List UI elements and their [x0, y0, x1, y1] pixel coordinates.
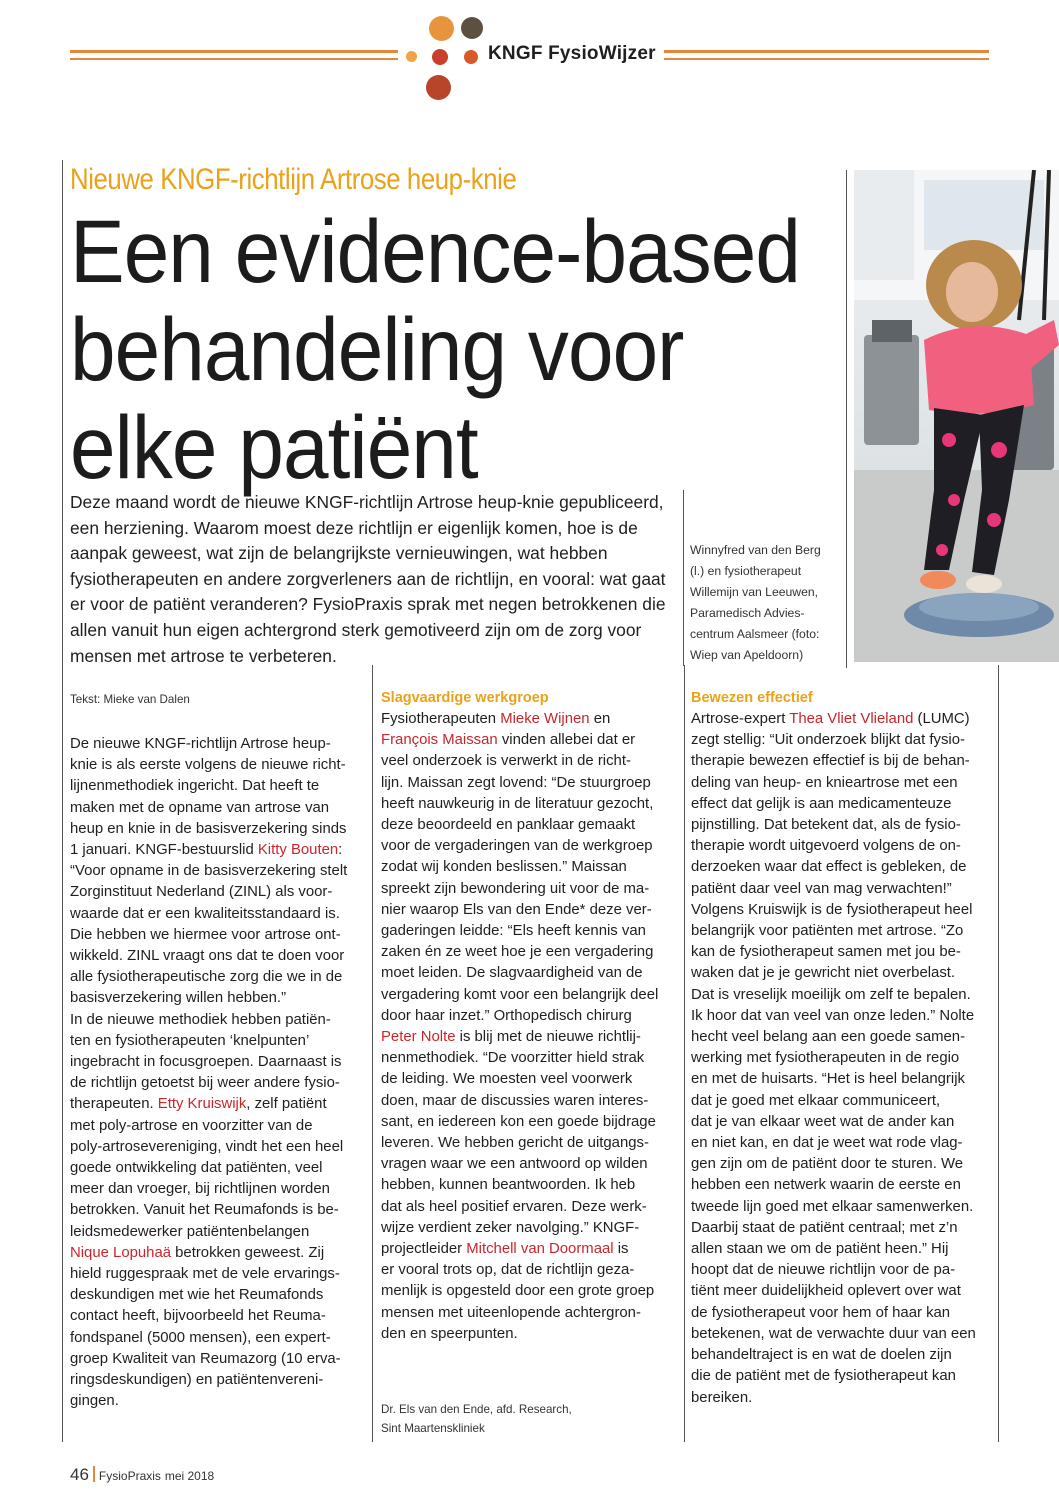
text-run: : — [338, 842, 343, 859]
text-run: doen, maar de discussies waren interes- — [381, 1092, 649, 1109]
article-photo — [854, 170, 1059, 662]
text-line — [70, 861, 365, 882]
text-line — [70, 1052, 365, 1073]
text-line — [70, 1137, 365, 1158]
text-line — [70, 1370, 365, 1391]
body-column-1 — [70, 734, 365, 1413]
lead-line: allen vanuit hun eigen achtergrond sterk gemotiveerd zijn om de zorg voor — [70, 619, 642, 640]
text-run: goede ontwikkeling dat patiënten, veel — [70, 1160, 323, 1177]
left-rule — [62, 160, 63, 1442]
text-run: allen staan we om de patiënt heen.” Hij — [691, 1241, 949, 1258]
person-name: Thea Vliet Vlieland — [789, 711, 914, 727]
header-rule-right-top — [664, 50, 989, 53]
text-run: Volgens Kruiswijk is de fysiotherapeut heel — [691, 901, 973, 918]
person-name: Mitchell van Doormaal — [466, 1241, 614, 1258]
text-line — [691, 1154, 993, 1175]
text-line — [70, 925, 365, 946]
text-run: deling van heup- en knieartrose met een — [691, 774, 958, 791]
text-run: nenmethodiek. “De voorzitter hield strak — [381, 1050, 645, 1067]
magazine-issue: mei 2018 — [164, 1469, 215, 1483]
text-run: deze beoordeeld en panklaar gemaakt — [381, 817, 636, 834]
text-line — [70, 1073, 365, 1094]
col2-footnote — [381, 1400, 572, 1438]
text-run: kan de fysiotherapeut samen met jou be- — [691, 944, 961, 961]
person-name: Kitty Bouten — [257, 842, 339, 859]
page-footer — [70, 1465, 214, 1485]
text-line — [70, 1200, 365, 1221]
text-run: groep Kwaliteit van Reumazorg (10 erva- — [70, 1350, 341, 1367]
text-line — [691, 1260, 993, 1281]
text-run: hebben, kunnen beantwoorden. Ik heb — [381, 1177, 636, 1194]
text-run: voor de vergaderingen van de werkgroep — [381, 838, 653, 855]
text-line — [381, 1197, 679, 1218]
text-run: en met de huisarts. “Het is heel belangrijk — [691, 1071, 965, 1088]
text-line — [691, 730, 993, 751]
text-line — [691, 921, 993, 942]
caption-line: (l.) en fysiotherapeut — [690, 564, 802, 578]
text-run: therapie wordt uitgevoerd volgens de on- — [691, 838, 961, 855]
text-line — [70, 1328, 365, 1349]
text-line — [381, 1133, 679, 1154]
header-rule-left-top — [70, 50, 398, 53]
text-run: knie is als eerste volgens de nieuwe richt- — [70, 757, 346, 774]
text-line — [381, 1112, 679, 1133]
article-kicker: Nieuwe KNGF-richtlijn Artrose heup-knie — [70, 163, 517, 196]
text-line — [381, 879, 679, 900]
text-line — [381, 1154, 679, 1175]
text-line — [691, 942, 993, 963]
text-run: alle fysiotherapeutische zorg die we in de — [70, 969, 343, 986]
text-run: De nieuwe KNGF-richtlijn Artrose heup- — [70, 736, 331, 752]
text-line — [381, 1027, 679, 1048]
text-run: Die hebben we hiermee voor artrose ont- — [70, 926, 341, 943]
text-run: belangrijk voor patiënten met artrose. “Zo — [691, 923, 964, 940]
text-run: Dat is vreselijk moeilijk om zelf te bepalen. — [691, 986, 971, 1003]
text-run: met poly-artrose en voorzitter van de — [70, 1117, 313, 1134]
text-line — [691, 1006, 993, 1027]
text-line — [70, 819, 365, 840]
text-run: bereiken. — [691, 1389, 753, 1406]
text-run: zegt stellig: “Uit onderzoek blijkt dat fysio- — [691, 732, 965, 749]
text-run: is blij met de nieuwe richtlij- — [455, 1029, 641, 1046]
text-run: moet leiden. De slagvaardigheid van de — [381, 965, 643, 982]
text-run: contact heeft, bijvoorbeeld het Reuma- — [70, 1308, 326, 1325]
text-line — [381, 985, 679, 1006]
text-run: nier waarop Els van den Ende* deze ver- — [381, 901, 652, 918]
text-run: hebben een netwerk waarin de eerste en — [691, 1177, 961, 1194]
text-run: zaken én ze weet hoe je een vergadering — [381, 944, 654, 961]
text-run: betekenen, wat de verwachte duur van een — [691, 1325, 976, 1342]
text-line — [381, 1175, 679, 1196]
text-line — [691, 1027, 993, 1048]
text-line — [70, 1010, 365, 1031]
text-run: waken dat je je gewricht niet overbelast. — [691, 965, 956, 982]
magazine-name: FysioPraxis — [98, 1469, 161, 1483]
text-run: Daarbij staat de patiënt centraal; met z’n — [691, 1219, 958, 1236]
lead-line: Deze maand wordt de nieuwe KNGF-richtlijn Artrose heup-knie gepubliceerd, — [70, 492, 664, 512]
article-headline — [70, 201, 801, 497]
text-run: tweede lijn goed met elkaar samenwerken. — [691, 1198, 974, 1215]
text-run: fondspanel (5000 mensen), een expert- — [70, 1329, 331, 1346]
person-name: Mieke Wijnen — [500, 711, 590, 727]
text-line — [691, 1324, 993, 1345]
text-run: betrokken. Vanuit het Reumafonds is be- — [70, 1202, 339, 1219]
text-line — [691, 963, 993, 984]
photo-caption — [690, 540, 850, 666]
text-line — [381, 1324, 679, 1345]
text-line — [70, 1349, 365, 1370]
text-line — [70, 1285, 365, 1306]
text-run: de richtlijn getoetst bij weer andere fysio- — [70, 1075, 340, 1092]
text-line — [691, 900, 993, 921]
text-run: ten en fysiotherapeuten ‘knelpunten’ — [70, 1032, 310, 1049]
text-line — [70, 755, 365, 776]
text-run: behandeltraject is en wat de doelen zijn — [691, 1347, 952, 1364]
text-line — [691, 773, 993, 794]
text-line — [381, 1091, 679, 1112]
headline-line: behandeling voor — [70, 299, 684, 399]
text-line — [691, 1112, 993, 1133]
text-line — [381, 794, 679, 815]
text-line — [691, 1218, 993, 1239]
col2-subheading: Slagvaardige werkgroep — [381, 690, 549, 706]
text-line — [691, 751, 993, 772]
person-name: François Maissan — [381, 732, 498, 749]
footnote-line: Dr. Els van den Ende, afd. Research, — [381, 1403, 572, 1416]
text-run: patiënt daar veel van mag verwachten!” — [691, 880, 952, 897]
text-run: werking met fysiotherapeuten in de regio — [691, 1050, 960, 1067]
text-line — [381, 1006, 679, 1027]
text-run: hecht veel belang aan een goede samen- — [691, 1029, 966, 1046]
text-run: dat als heel positief ervaren. Deze werk- — [381, 1198, 647, 1215]
text-run: , zelf patiënt — [246, 1096, 327, 1113]
text-line — [381, 1218, 679, 1239]
text-run: en niet kan, en dat je weet wat rode vlag- — [691, 1135, 963, 1152]
text-run: is — [613, 1241, 629, 1258]
article-lead — [70, 490, 690, 669]
caption-line: Willemijn van Leeuwen, — [690, 585, 819, 599]
text-run: gingen. — [70, 1393, 119, 1410]
col2-left-rule — [372, 665, 373, 1442]
text-run: leidsmedewerker patiëntenbelangen — [70, 1223, 310, 1240]
text-line — [70, 1031, 365, 1052]
lead-line: er voor de patiënt veranderen? FysioPraxis sprak met negen betrokkenen die — [70, 594, 666, 615]
text-line — [691, 1388, 993, 1409]
text-run: pijnstilling. Dat betekent dat, als de fysio- — [691, 817, 961, 834]
page-number: 46 — [70, 1465, 89, 1484]
text-line — [691, 836, 993, 857]
text-run: den en speerpunten. — [381, 1325, 518, 1342]
text-line — [70, 1116, 365, 1137]
text-run: basisverzekering willen hebben.” — [70, 990, 287, 1007]
text-run: veel onderzoek is verwerkt in de richt- — [381, 753, 631, 770]
text-line — [691, 985, 993, 1006]
text-line — [70, 1094, 365, 1115]
text-line — [381, 921, 679, 942]
text-run: vragen waar we een antwoord op wilden — [381, 1156, 648, 1173]
text-line — [691, 1345, 993, 1366]
text-run: maken met de opname van artrose van — [70, 799, 330, 816]
text-run: er vooral trots op, dat de richtlijn geza- — [381, 1262, 635, 1279]
text-run: heup en knie in de basisverzekering sinds — [70, 820, 347, 837]
text-run: wijze verdient zeker navolging.” KNGF- — [381, 1219, 640, 1236]
text-run: meer dan vroeger, bij richtlijnen worden — [70, 1181, 330, 1198]
text-line — [70, 1306, 365, 1327]
caption-line: Paramedisch Advies- — [690, 606, 805, 620]
text-line — [70, 904, 365, 925]
text-run: therapie bewezen effectief is bij de behan- — [691, 753, 970, 770]
text-run: gaderingen leidde: “Els heeft kennis van — [381, 923, 646, 940]
text-line — [70, 1243, 365, 1264]
text-run: vinden allebei dat er — [497, 732, 636, 749]
text-run: lijnenmethodiek ingericht. Dat heeft te — [70, 778, 320, 795]
text-line — [691, 1175, 993, 1196]
text-line — [70, 734, 365, 755]
text-run: betrokken geweest. Zij — [171, 1244, 325, 1261]
text-line — [381, 1303, 679, 1324]
text-line — [70, 1391, 365, 1412]
brand-label: KNGF FysioWijzer — [488, 43, 656, 64]
text-run: hield ruggespraak met de vele ervarings- — [70, 1266, 340, 1283]
text-line — [691, 1133, 993, 1154]
text-run: Fysiotherapeuten — [381, 711, 501, 727]
person-name: Peter Nolte — [381, 1029, 456, 1046]
text-run: en — [589, 711, 611, 727]
text-line — [691, 709, 993, 730]
text-run: hoopt dat de nieuwe richtlijn voor de pa- — [691, 1262, 956, 1279]
text-run: gen zijn om de patiënt door te sturen. We — [691, 1156, 964, 1173]
text-run: deskundigen met wie het Reumafonds — [70, 1287, 324, 1304]
text-run: zodat wij konden beslissen.” Maissan — [381, 859, 627, 876]
lead-line: mensen met artrose te verbeteren. — [70, 645, 337, 666]
text-run: “Voor opname in de basisverzekering stelt — [70, 863, 348, 880]
text-run: lijn. Maissan zegt lovend: “De stuurgroep — [381, 774, 651, 791]
text-line — [381, 1260, 679, 1281]
text-run: (LUMC) — [913, 711, 970, 727]
text-run: waarde dat er een kwaliteitsstandaard is. — [70, 905, 340, 922]
col3-subheading: Bewezen effectief — [691, 690, 813, 706]
photo-illustration — [854, 170, 1059, 662]
text-run: vergadering komt voor een belangrijk deel — [381, 986, 659, 1003]
text-line — [70, 1179, 365, 1200]
text-line — [70, 840, 365, 861]
person-name: Nique Lopuhaä — [70, 1244, 172, 1261]
text-line — [70, 882, 365, 903]
lead-line: een herziening. Waarom moest deze richtlijn er eigenlijk komen, hoe is de — [70, 517, 638, 538]
body-column-2 — [381, 709, 679, 1345]
text-line — [70, 967, 365, 988]
text-line — [381, 1239, 679, 1260]
text-run: Zorginstituut Nederland (ZINL) als voor- — [70, 884, 333, 901]
text-line — [381, 730, 679, 751]
text-run: dat je van elkaar weet wat de ander kan — [691, 1113, 955, 1130]
text-run: spreekt zijn bewondering uit voor de ma- — [381, 880, 650, 897]
lead-line: fysiotherapeuten en andere zorgverleners aan de richtlijn, en vooral: wat gaat — [70, 568, 666, 589]
text-line — [691, 857, 993, 878]
col3-left-rule — [684, 665, 685, 1442]
text-line — [691, 879, 993, 900]
text-run: heeft nauwkeurig in de literatuur gezocht, — [381, 795, 654, 812]
text-line — [381, 857, 679, 878]
text-line — [70, 1264, 365, 1285]
text-run: door haar inzet.” Orthopedisch chirurg — [381, 1007, 632, 1024]
text-line — [381, 836, 679, 857]
person-name: Etty Kruiswijk — [157, 1096, 247, 1113]
text-run: In de nieuwe methodiek hebben patiën- — [70, 1011, 331, 1028]
text-line — [381, 1069, 679, 1090]
text-line — [691, 1048, 993, 1069]
text-run: mensen met uiteenlopende achtergron- — [381, 1304, 641, 1321]
col3-right-rule — [998, 665, 999, 1442]
text-line — [691, 815, 993, 836]
text-run: projectleider — [381, 1241, 467, 1258]
text-run: derzoeken waar dat effect is gebleken, de — [691, 859, 967, 876]
caption-line: centrum Aalsmeer (foto: — [690, 627, 820, 641]
text-run: dat je goed met elkaar communiceert, — [691, 1092, 941, 1109]
text-line — [691, 1091, 993, 1112]
text-run: effect dat gelijk is aan medicamenteuze — [691, 795, 952, 812]
text-line — [381, 1048, 679, 1069]
headline-line: Een evidence-based — [70, 201, 801, 301]
text-line — [381, 900, 679, 921]
text-run: wikkeld. ZINL vraagt ons dat te doen voor — [70, 948, 345, 965]
text-line — [70, 1222, 365, 1243]
byline: Tekst: Mieke van Dalen — [70, 693, 190, 706]
text-line — [381, 773, 679, 794]
text-run: menlijk is opgesteld door een grote groep — [381, 1283, 655, 1300]
text-line — [381, 942, 679, 963]
text-line — [691, 794, 993, 815]
text-run: Ik hoor dat van veel van onze leden.” Nolte — [691, 1007, 975, 1024]
caption-line: Winnyfred van den Berg — [690, 543, 821, 557]
text-line — [381, 815, 679, 836]
header-rule-left-bottom — [70, 58, 398, 60]
text-run: sant, en iedereen kon een goede bijdrage — [381, 1113, 656, 1130]
text-line — [70, 1158, 365, 1179]
text-line — [381, 1281, 679, 1302]
text-line — [381, 709, 679, 730]
lead-line: aanpak geweest, wat zijn de belangrijkste vernieuwingen, wat hebben — [70, 543, 608, 564]
text-run: therapeuten. — [70, 1096, 158, 1113]
footer-divider — [93, 1466, 95, 1482]
header-rule-right-bottom — [664, 58, 989, 60]
text-line — [691, 1366, 993, 1387]
text-run: de leiding. We moesten veel voorwerk — [381, 1071, 633, 1088]
text-line — [381, 963, 679, 984]
caption-line: Wiep van Apeldoorn) — [690, 648, 804, 662]
text-run: de fysiotherapeut voor hem of haar kan — [691, 1304, 951, 1321]
text-run: poly-artrosevereniging, vindt het een heel — [70, 1138, 344, 1155]
footnote-line: Sint Maartenskliniek — [381, 1422, 485, 1435]
text-line — [381, 751, 679, 772]
text-line — [691, 1281, 993, 1302]
text-line — [70, 798, 365, 819]
text-run: Artrose-expert — [691, 711, 790, 727]
text-line — [70, 946, 365, 967]
text-line — [70, 988, 365, 1009]
text-run: leveren. We hebben gericht de uitgangs- — [381, 1135, 649, 1152]
text-line — [691, 1303, 993, 1324]
text-line — [70, 776, 365, 797]
text-run: tiënt meer duidelijkheid oplevert over wat — [691, 1283, 961, 1300]
text-run: ingebracht in focusgroepen. Daarnaast is — [70, 1054, 342, 1071]
text-line — [691, 1197, 993, 1218]
text-line — [691, 1239, 993, 1260]
headline-line: elke patiënt — [70, 397, 478, 497]
text-line — [691, 1069, 993, 1090]
text-run: 1 januari. KNGF-bestuurslid — [70, 842, 258, 859]
text-run: ringsdeskundigen) en patiëntenvereni- — [70, 1372, 324, 1389]
body-column-3 — [691, 709, 993, 1409]
text-run: die de patiënt met de fysiotherapeut kan — [691, 1368, 956, 1385]
